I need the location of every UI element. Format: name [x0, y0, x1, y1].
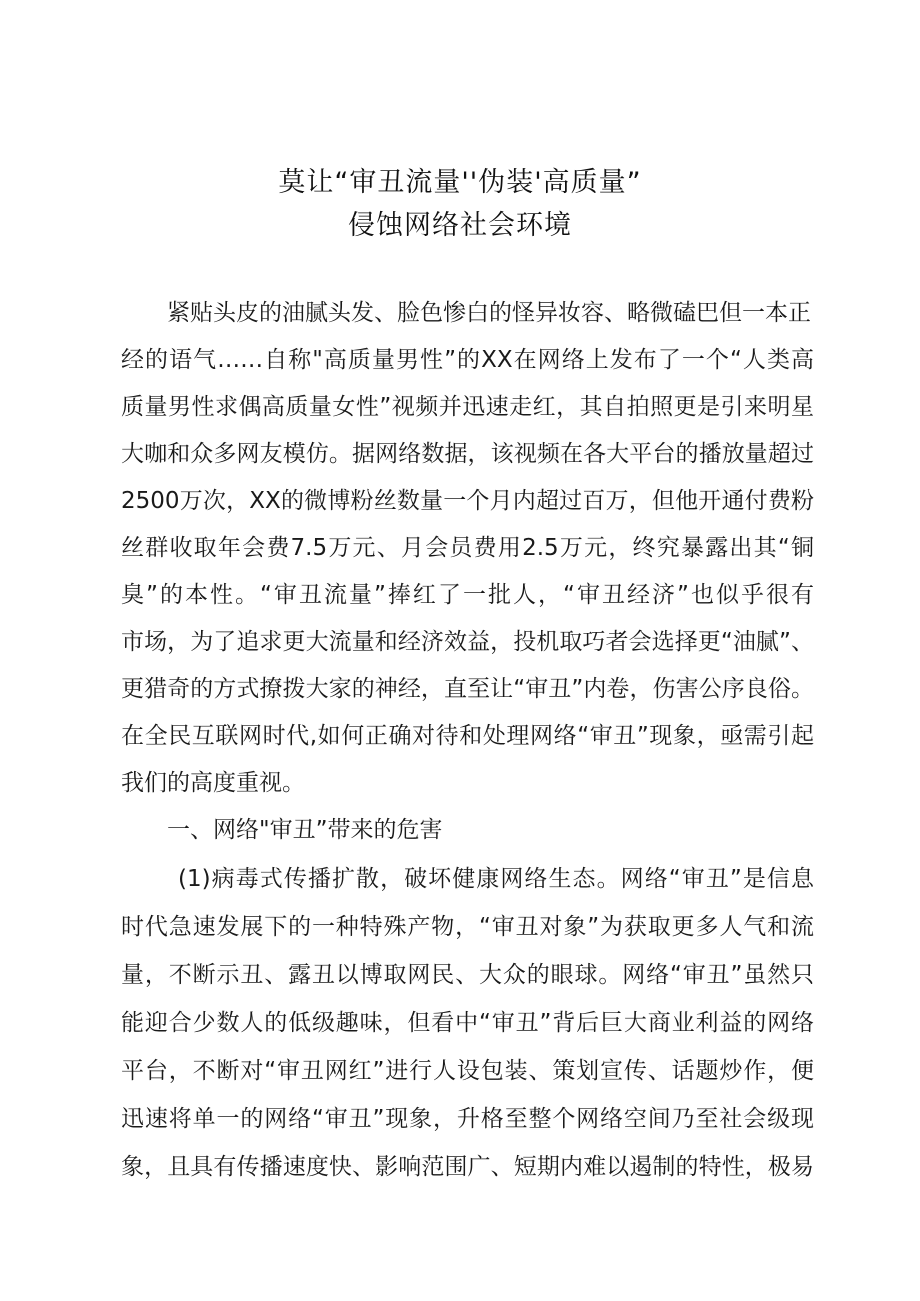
paragraph-1-line: 更猎奇的方式撩拨大家的神经，直至让“审丑”内卷，伤害公序良俗。	[121, 676, 814, 702]
paragraph-1-line: 丝群收取年会费7.5万元、月会员费用2.5万元，终究暴露出其“铜	[121, 535, 814, 561]
paragraph-2-line: 迅速将单一的网络“审丑”现象，升格至整个网络空间乃至社会级现	[121, 1106, 814, 1132]
paragraph-1-line: 市场，为了追求更大流量和经济效益，投机取巧者会选择更“油腻”、	[121, 629, 814, 655]
paragraph-1-line: 我们的高度重视。	[121, 770, 305, 796]
paragraph-1-line: 2500万次，XX的微博粉丝数量一个月内超过百万，但他开通付费粉	[121, 488, 814, 514]
paragraph-1-line: 质量男性求偶高质量女性”视频并迅速走红，其自拍照更是引来明星	[121, 394, 814, 420]
paragraph-2-line: 象，且具有传播速度快、影响范围广、短期内难以遏制的特性，极易	[121, 1154, 814, 1180]
paragraph-2-line: 量，不断示丑、露丑以博取网民、大众的眼球。网络“审丑”虽然只	[121, 962, 814, 988]
paragraph-2-line: 时代急速发展下的一种特殊产物，“审丑对象”为获取更多人气和流	[121, 914, 814, 940]
paragraph-1-line: 臭”的本性。“审丑流量”捧红了一批人，“审丑经济”也似乎很有	[121, 582, 814, 608]
title-line-1: 莫让“审丑流量''伪装'高质量”	[278, 167, 642, 198]
title-line-2: 侵蚀网络社会环境	[348, 210, 572, 241]
paragraph-1-line: 经的语气……自称"高质量男性”的XX在网络上发布了一个“人类高	[121, 347, 814, 373]
section-heading-1: 一、网络"审丑”带来的危害	[167, 817, 443, 843]
paragraph-2-line: (1)病毒式传播扩散，破坏健康网络生态。网络“审丑”是信息	[178, 866, 814, 892]
paragraph-2-line: 能迎合少数人的低级趣味，但看中“审丑”背后巨大商业利益的网络	[121, 1010, 814, 1036]
paragraph-1-line: 紧贴头皮的油腻头发、脸色惨白的怪异妆容、略微磕巴但一本正	[167, 300, 811, 326]
paragraph-2-line: 平台，不断对“审丑网红”进行人设包装、策划宣传、话题炒作，便	[121, 1058, 814, 1084]
paragraph-1-line: 在全民互联网时代,如何正确对待和处理网络“审丑”现象，亟需引起	[121, 723, 814, 749]
paragraph-1-line: 大咖和众多网友模仿。据网络数据，该视频在各大平台的播放量超过	[121, 441, 814, 467]
